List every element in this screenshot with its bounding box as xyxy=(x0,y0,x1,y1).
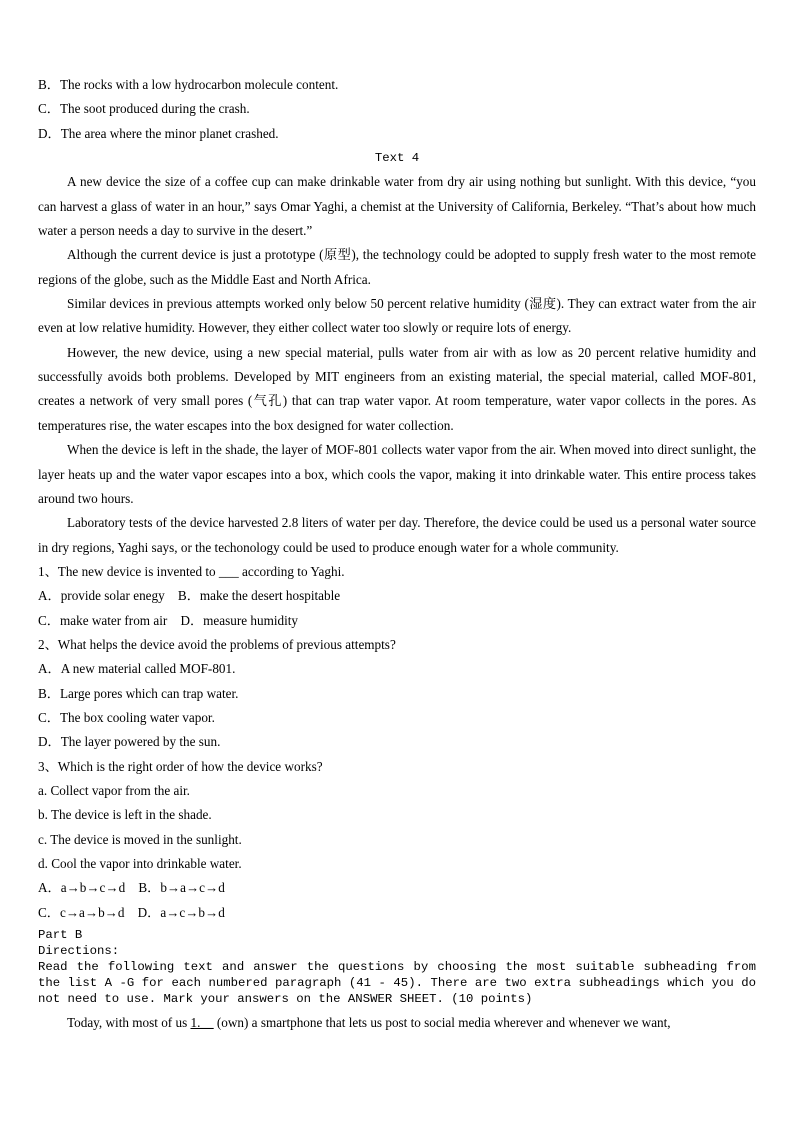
paragraph: When the device is left in the shade, the layer of MOF-801 collects water vapor from the air. When moved into direct sunlight, the layer heats up and the water vapor escapes into a box, which cools the vapor, making it into drinkable water. This entire process takes around two hours. xyxy=(38,442,756,506)
directions-label: Directions: xyxy=(38,944,120,959)
step-b: b. The device is left in the shade. xyxy=(38,807,212,823)
question-3-options-ab: A．a→b→c→d B．b→a→c→d xyxy=(38,880,225,896)
step-a: a. Collect vapor from the air. xyxy=(38,782,190,798)
question-2-option-b: B．Large pores which can trap water. xyxy=(38,685,239,701)
question-2-option-a: A．A new material called MOF-801. xyxy=(38,661,236,677)
document-page xyxy=(38,73,756,1035)
blank-1: 1.__ xyxy=(190,1015,214,1031)
paragraph: Although the current device is just a prototype (原型), the technology could be adopted to supply fresh water to the most remote regions of the globe, such as the Middle East and North Africa. xyxy=(38,247,756,287)
directions-text: Read the following text and answer the questions by choosing the most suitable subheading from the list A -G for each numbered paragraph (41 - 45). There are two extra subheadings which you do not need to use. Mark your answers on the ANSWER SHEET. (10 points) xyxy=(38,960,756,1007)
question-1: 1、The new device is invented to ___ according to Yaghi. xyxy=(38,563,345,579)
question-1-options-cd: C．make water from air D．measure humidity xyxy=(38,612,299,628)
step-c: c. The device is moved in the sunlight. xyxy=(38,831,242,847)
paragraph: Similar devices in previous attempts worked only below 50 percent relative humidity (湿度). They can extract water from the air even at low relative humidity. However, they either collect water too slowly or require lots of energy. xyxy=(38,296,756,336)
paragraph: Laboratory tests of the device harvested 2.8 liters of water per day. Therefore, the device could be used us a personal water source in dry regions, Yaghi says, or the techonology could be used to produce enough water for a whole community. xyxy=(38,515,756,555)
question-2-option-d: D．The layer powered by the sun. xyxy=(38,734,221,750)
question-3: 3、Which is the right order of how the device works? xyxy=(38,758,323,774)
option-d: D．The area where the minor planet crashed. xyxy=(38,125,279,141)
question-2-option-c: C．The box cooling water vapor. xyxy=(38,709,215,725)
option-b: B．The rocks with a low hydrocarbon molecule content. xyxy=(38,77,339,92)
question-3-options-cd: C．c→a→b→d D．a→c→b→d xyxy=(38,904,225,920)
paragraph: A new device the size of a coffee cup can make drinkable water from dry air using nothing but sunlight. With this device, “you can harvest a glass of water in an hour,” says Omar Yaghi, a chemist at the University of California, Berkeley. “That’s about how much water a person needs a day to survive in the desert.” xyxy=(38,174,756,239)
step-d: d. Cool the vapor into drinkable water. xyxy=(38,856,242,871)
part-b-paragraph xyxy=(38,1011,756,1035)
part-b-title: Part B xyxy=(38,928,83,943)
text-start: Today, with most of us xyxy=(67,1015,191,1031)
question-1-options-ab: A．provide solar enegy B．make the desert hospitable xyxy=(38,588,341,604)
paragraph: However, the new device, using a new special material, pulls water from air with as low as 20 percent relative humidity and successfully avoids both problems. Developed by MIT engineers from an existing material, the special material, called MOF-801, creates a network of very small pores (气孔) that can trap water vapor. At room temperature, water vapor collects in the pores. As temperatures rise, the water escapes into the box designed for water collection. xyxy=(38,344,756,433)
text-rest: (own) a smartphone that lets us post to social media wherever and whenever we want, xyxy=(213,1015,671,1031)
question-2: 2、What helps the device avoid the problems of previous attempts? xyxy=(38,636,396,652)
option-c: C．The soot produced during the crash. xyxy=(38,101,250,117)
section-title: Text 4 xyxy=(374,151,420,166)
